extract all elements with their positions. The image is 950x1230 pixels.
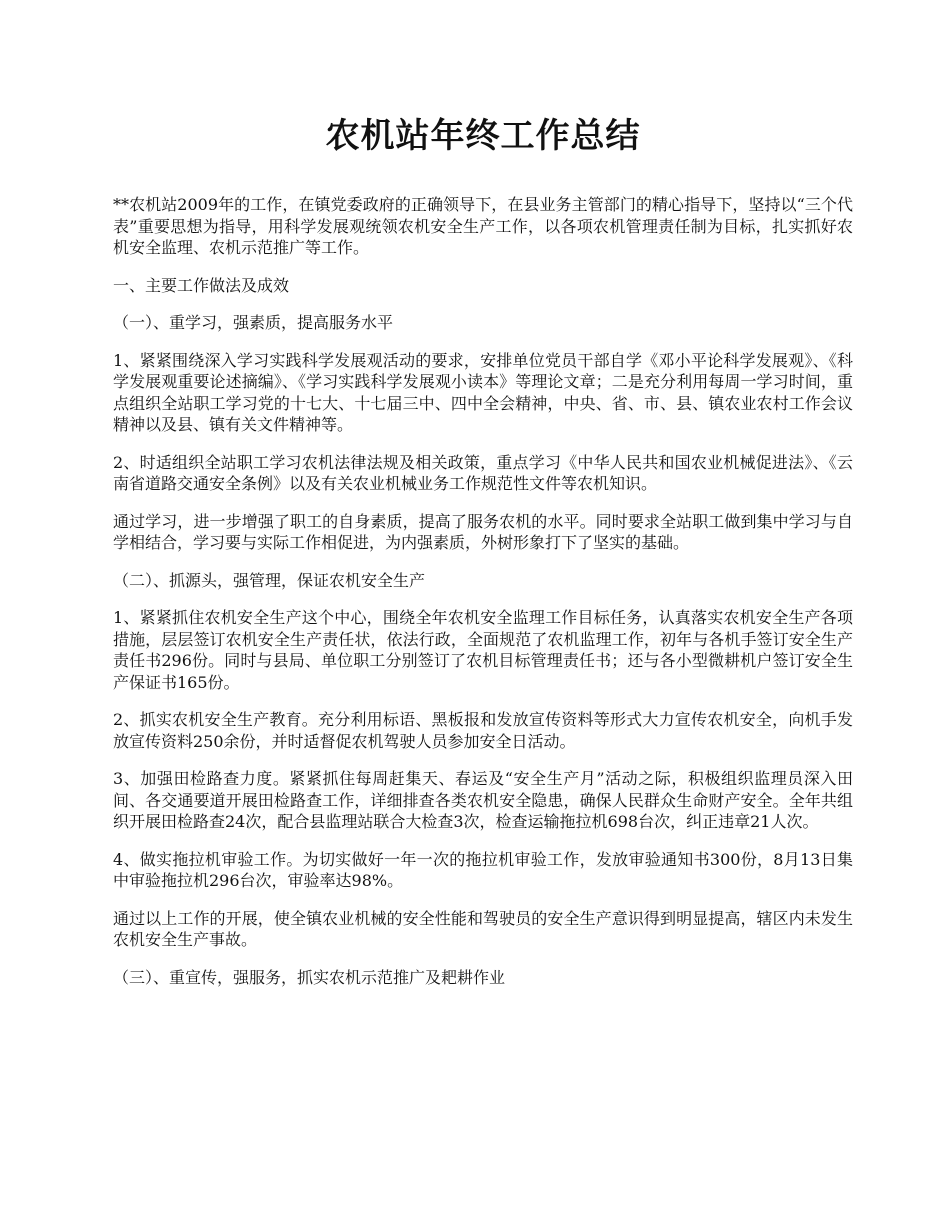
paragraph-safety-2: 2、抓实农机安全生产教育。充分利用标语、黑板报和发放宣传资料等形式大力宣传农机安全，向机手发放宣传资料250余份，并时适督促农机驾驶人员参加安全日活动。 [113, 710, 853, 751]
paragraph-safety-1: 1、紧紧抓住农机安全生产这个中心，围绕全年农机安全监理工作目标任务，认真落实农机安全生产各项措施，层层签订农机安全生产责任状，依法行政，全面规范了农机监理工作，初年与各机手签订安全生产责任书296份。同时与县局、单位职工分别签订了农机目标管理责任书；还与各小型微耕机户签订安全生产保证书165份。 [113, 608, 853, 692]
paragraph-safety-3: 3、加强田检路查力度。紧紧抓住每周赶集天、春运及“安全生产月”活动之际，积极组织监理员深入田间、各交通要道开展田检路查工作，详细排查各类农机安全隐患，确保人民群众生命财产安全。全年共组织开展田检路查24次，配合县监理站联合大检查3次，检查运输拖拉机698台次，纠正违章21人次。 [113, 769, 853, 831]
subsection-heading-safety: （二）、抓源头，强管理，保证农机安全生产 [113, 570, 426, 590]
paragraph-study-summary: 通过学习，进一步增强了职工的自身素质，提高了服务农机的水平。同时要求全站职工做到集中学习与自学相结合，学习要与实际工作相促进，为内强素质，外树形象打下了坚实的基础。 [113, 511, 853, 552]
paragraph-safety-summary: 通过以上工作的开展，使全镇农业机械的安全性能和驾驶员的安全生产意识得到明显提高，辖区内未发生农机安全生产事故。 [113, 908, 853, 949]
paragraph-safety-4: 4、做实拖拉机审验工作。为切实做好一年一次的拖拉机审验工作，发放审验通知书300份，8月13日集中审验拖拉机296台次，审验率达98%。 [113, 849, 853, 890]
paragraph-study-1: 1、紧紧围绕深入学习实践科学发展观活动的要求，安排单位党员干部自学《邓小平论科学发展观》、《科学发展观重要论述摘编》、《学习实践科学发展观小读本》等理论文章；二是充分利用每周一学习时间，重点组织全站职工学习党的十七大、十七届三中、四中全会精神，中央、省、市、县、镇农业农村工作会议精神以及县、镇有关文件精神等。 [113, 350, 853, 434]
section-heading-main-work: 一、主要工作做法及成效 [113, 275, 290, 295]
subsection-heading-study: （一）、重学习，强素质，提高服务水平 [113, 313, 394, 332]
intro-paragraph: **农机站2009年的工作，在镇党委政府的正确领导下，在县业务主管部门的精心指导下，坚持以“三个代表”重要思想为指导，用科学发展观统领农机安全生产工作，以各项农机管理责任制为目标，扎实抓好农机安全监理、农机示范推广等工作。 [113, 195, 853, 257]
subsection-heading-promotion: （三）、重宣传，强服务，抓实农机示范推广及耙耕作业 [113, 967, 506, 987]
document-title: 农机站年终工作总结 [325, 116, 641, 156]
paragraph-study-2: 2、时适组织全站职工学习农机法律法规及相关政策，重点学习《中华人民共和国农业机械促进法》、《云南省道路交通安全条例》以及有关农业机械业务工作规范性文件等农机知识。 [113, 452, 853, 493]
document-page [113, 112, 853, 1004]
